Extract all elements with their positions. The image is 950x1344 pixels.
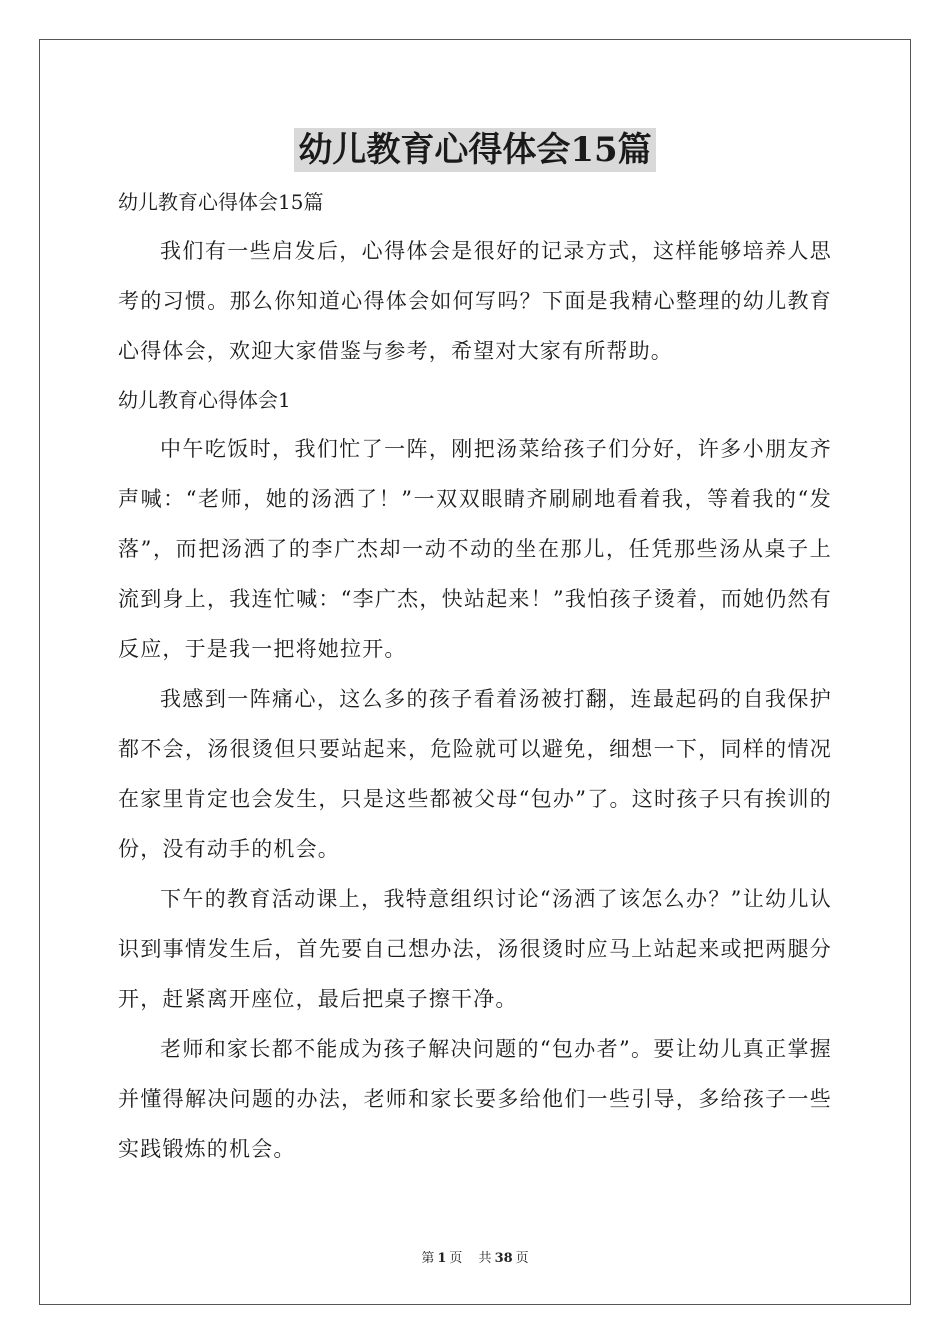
body-paragraph: 我感到一阵痛心，这么多的孩子看着汤被打翻，连最起码的自我保护都不会，汤很烫但只要站起来，危险就可以避免，细想一下，同样的情况在家里肯定也会发生，只是这些都被父母“包办”了。这时孩子只有挨训的份，没有动手的机会。	[118, 687, 832, 861]
total-prefix: 共	[478, 1251, 492, 1266]
section-heading: 幼儿教育心得体会1	[118, 388, 291, 412]
total-suffix: 页	[515, 1251, 529, 1266]
page-indicator	[418, 1251, 465, 1266]
total-indicator	[476, 1251, 532, 1266]
body-paragraph: 中午吃饭时，我们忙了一阵，刚把汤菜给孩子们分好，许多小朋友齐声喊：“老师，她的汤洒了！”一双双眼睛齐刷刷地看着我，等着我的“发落”，而把汤洒了的李广杰却一动不动的坐在那儿，任凭那些汤从桌子上流到身上，我连忙喊：“李广杰，快站起来！”我怕孩子烫着，而她仍然有反应，于是我一把将她拉开。	[118, 437, 832, 661]
document-body	[118, 178, 832, 1174]
document-title: 幼儿教育心得体会15篇	[294, 128, 655, 172]
intro-paragraph: 我们有一些启发后，心得体会是很好的记录方式，这样能够培养人思考的习惯。那么你知道心得体会如何写吗？下面是我精心整理的幼儿教育心得体会，欢迎大家借鉴与参考，希望对大家有所帮助。	[118, 239, 832, 363]
page-prefix: 第	[421, 1251, 435, 1266]
total-pages: 38	[494, 1251, 513, 1266]
page-suffix: 页	[449, 1251, 463, 1266]
page-number: 1	[437, 1251, 447, 1266]
page-footer	[0, 1247, 950, 1266]
title-container	[0, 128, 950, 172]
intro-heading: 幼儿教育心得体会15篇	[118, 190, 324, 214]
body-paragraph: 老师和家长都不能成为孩子解决问题的“包办者”。要让幼儿真正掌握并懂得解决问题的办法，老师和家长要多给他们一些引导，多给孩子一些实践锻炼的机会。	[118, 1037, 832, 1161]
body-paragraph: 下午的教育活动课上，我特意组织讨论“汤洒了该怎么办？”让幼儿认识到事情发生后，首先要自己想办法，汤很烫时应马上站起来或把两腿分开，赶紧离开座位，最后把桌子擦干净。	[118, 887, 832, 1011]
